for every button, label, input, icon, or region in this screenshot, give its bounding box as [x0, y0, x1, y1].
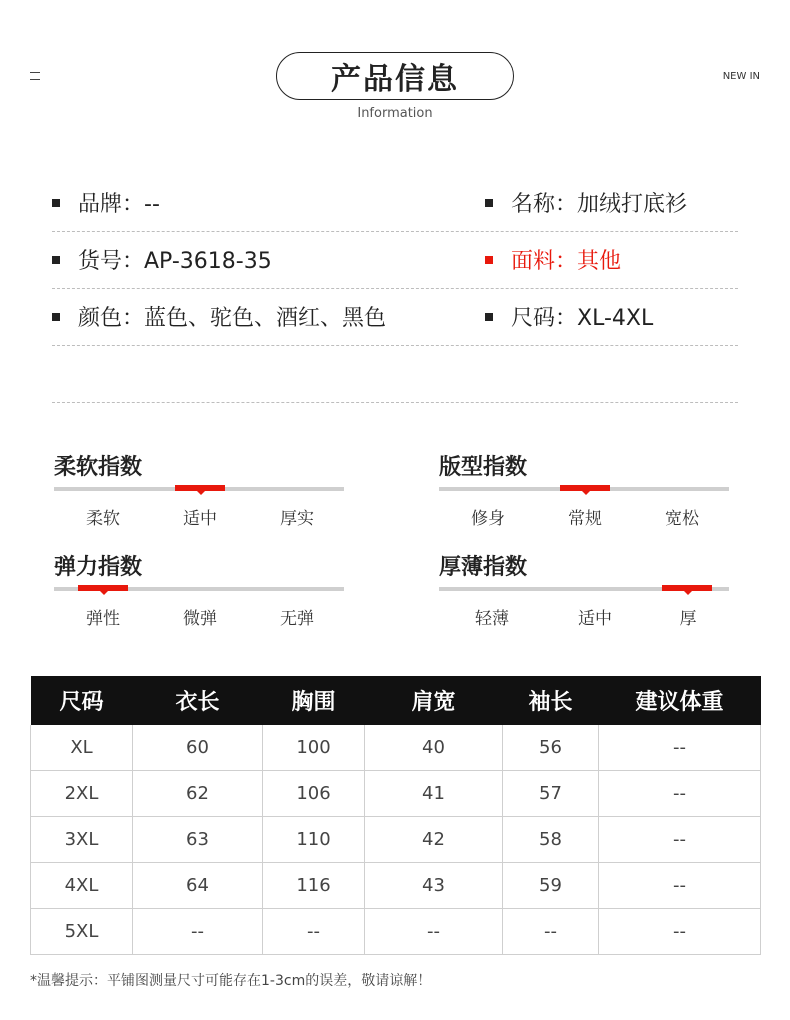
table-header-cell: 胸围	[263, 676, 365, 725]
elasticity-option: 微弹	[183, 609, 217, 629]
table-cell: --	[599, 817, 761, 863]
info-item-no	[52, 231, 272, 288]
info-row-empty	[52, 345, 738, 403]
info-fabric-text: 面料：其他	[511, 249, 622, 274]
info-brand	[52, 174, 160, 231]
softness-option: 厚实	[280, 509, 314, 529]
square-bullet-icon	[485, 256, 493, 264]
table-cell: 56	[503, 725, 599, 771]
table-cell: XL	[31, 725, 133, 771]
info-color	[52, 288, 386, 345]
thickness-option: 适中	[578, 609, 612, 629]
table-cell: 64	[133, 863, 263, 909]
table-cell: 59	[503, 863, 599, 909]
table-header-cell: 建议体重	[599, 676, 761, 725]
table-cell: --	[503, 909, 599, 955]
elasticity-index-title: 弹力指数	[54, 555, 143, 580]
softness-option: 适中	[183, 509, 217, 529]
softness-option: 柔软	[86, 509, 120, 529]
table-header-row	[31, 676, 761, 725]
measurement-note: *温馨提示：平铺图测量尺寸可能存在1-3cm的误差，敬请谅解！	[30, 973, 432, 989]
table-cell: 106	[263, 771, 365, 817]
info-row-3	[52, 288, 738, 346]
table-cell: 110	[263, 817, 365, 863]
thickness-option: 厚	[679, 609, 697, 629]
thickness-index-bar	[439, 587, 729, 591]
fit-index-marker	[560, 485, 610, 491]
table-row	[31, 725, 761, 771]
info-row-1	[52, 174, 738, 232]
table-cell: 58	[503, 817, 599, 863]
table-cell: --	[599, 771, 761, 817]
elasticity-option: 弹性	[86, 609, 120, 629]
table-header-cell: 袖长	[503, 676, 599, 725]
table-row	[31, 909, 761, 955]
table-cell: 3XL	[31, 817, 133, 863]
menu-icon[interactable]	[30, 72, 40, 80]
table-cell: 41	[365, 771, 503, 817]
info-color-text: 颜色：蓝色、驼色、酒红、黑色	[78, 306, 387, 331]
square-bullet-icon	[485, 313, 493, 321]
table-cell: 116	[263, 863, 365, 909]
table-cell: 2XL	[31, 771, 133, 817]
table-cell: --	[599, 863, 761, 909]
new-in-label: NEW IN	[722, 71, 760, 82]
table-row	[31, 863, 761, 909]
info-row-2	[52, 231, 738, 289]
table-cell: 43	[365, 863, 503, 909]
table-cell: --	[133, 909, 263, 955]
table-cell: 63	[133, 817, 263, 863]
thickness-index-title: 厚薄指数	[439, 555, 528, 580]
info-size	[485, 288, 653, 345]
table-header-cell: 衣长	[133, 676, 263, 725]
page-subtitle: Information	[357, 106, 433, 121]
page-title: 产品信息	[276, 52, 514, 100]
info-item-no-text: 货号：AP-3618-35	[78, 249, 272, 274]
table-cell: --	[263, 909, 365, 955]
table-cell: 100	[263, 725, 365, 771]
table-cell: --	[599, 725, 761, 771]
thickness-option: 轻薄	[475, 609, 509, 629]
table-cell: --	[599, 909, 761, 955]
table-header-cell: 肩宽	[365, 676, 503, 725]
fit-option: 常规	[568, 509, 602, 529]
softness-index-title: 柔软指数	[54, 455, 143, 480]
table-cell: 42	[365, 817, 503, 863]
thickness-index-marker	[662, 585, 712, 591]
square-bullet-icon	[52, 199, 60, 207]
info-name-text: 名称：加绒打底衫	[511, 192, 688, 217]
fit-option: 修身	[471, 509, 505, 529]
fit-index-bar	[439, 487, 729, 491]
info-fabric	[485, 231, 621, 288]
elasticity-index-marker	[78, 585, 128, 591]
elasticity-option: 无弹	[280, 609, 314, 629]
size-table	[30, 676, 761, 955]
info-size-text: 尺码：XL-4XL	[511, 306, 654, 331]
table-cell: 60	[133, 725, 263, 771]
fit-option: 宽松	[665, 509, 699, 529]
elasticity-index-bar	[54, 587, 344, 591]
softness-index-bar	[54, 487, 344, 491]
table-cell: 40	[365, 725, 503, 771]
table-cell: 62	[133, 771, 263, 817]
table-cell: 57	[503, 771, 599, 817]
table-row	[31, 817, 761, 863]
table-row	[31, 771, 761, 817]
table-cell: --	[365, 909, 503, 955]
table-cell: 4XL	[31, 863, 133, 909]
square-bullet-icon	[52, 313, 60, 321]
table-header-cell: 尺码	[31, 676, 133, 725]
fit-index-title: 版型指数	[439, 455, 528, 480]
softness-index-marker	[175, 485, 225, 491]
info-brand-text: 品牌：--	[78, 192, 160, 217]
square-bullet-icon	[52, 256, 60, 264]
info-name	[485, 174, 687, 231]
square-bullet-icon	[485, 199, 493, 207]
table-cell: 5XL	[31, 909, 133, 955]
